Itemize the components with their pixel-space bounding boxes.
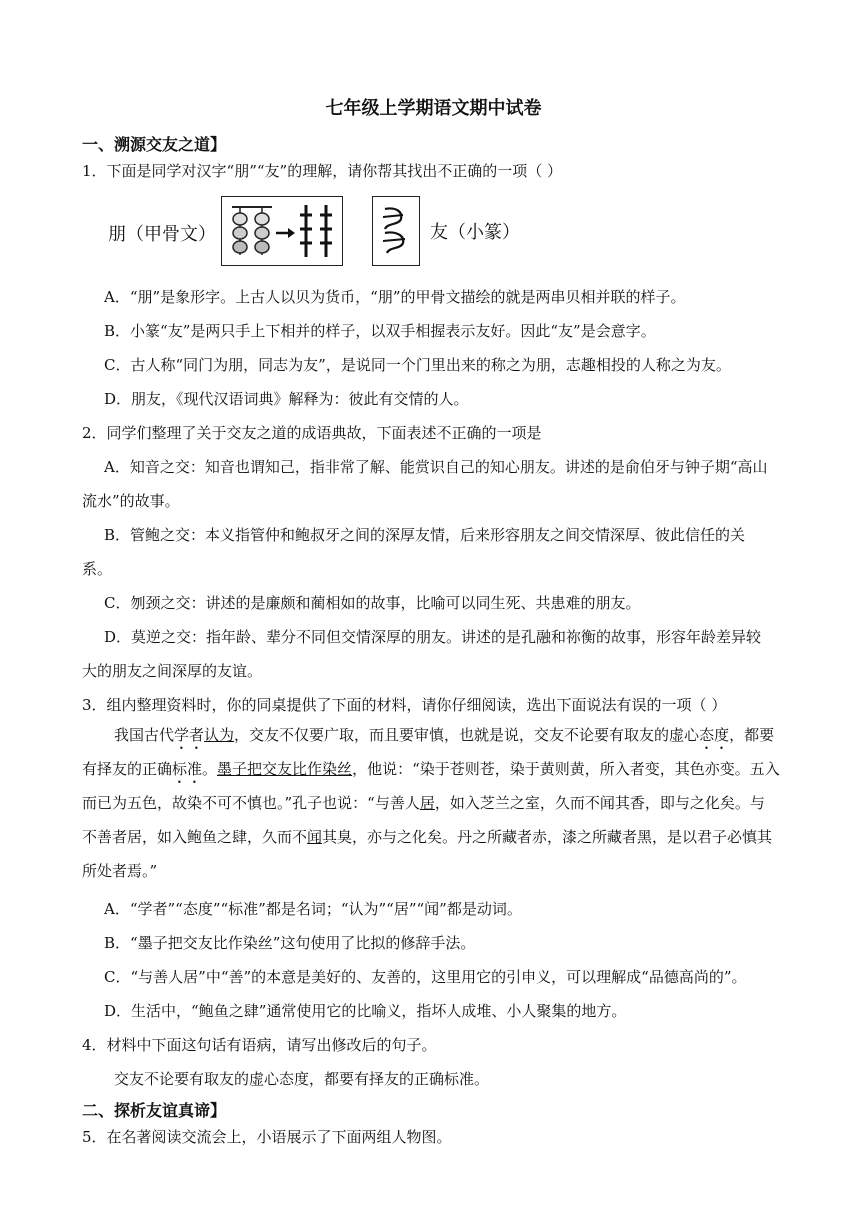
q3-passage-line2: 有择友的正确标准。墨子把交友比作染丝，他说：“染于苍则苍，染于黄则黄，所入者变，其色亦变。五入 [82, 760, 780, 778]
page-title: 七年级上学期语文期中试卷 [325, 98, 542, 119]
figure-label-you: 友（小篆） [430, 222, 520, 243]
figure-label-peng: 朋（甲骨文） [108, 224, 216, 245]
q2-option-c: C．刎颈之交：讲述的是廉颇和蔺相如的故事，比喻可以同生死、共患难的朋友。 [104, 594, 641, 612]
q3-option-d: D．生活中，“鲍鱼之肆”通常使用它的比喻义，指坏人成堆、小人聚集的地方。 [104, 1002, 627, 1020]
word-renwei: 认为 [204, 726, 235, 744]
question-3-stem: 3．组内整理资料时，你的同桌提供了下面的材料，请你仔细阅读，选出下面说法有误的一项（ ） [82, 696, 727, 714]
word-biaozhun: 标准 [172, 760, 203, 778]
q3-option-b: B．“墨子把交友比作染丝”这句使用了比拟的修辞手法。 [104, 934, 476, 952]
section-heading-1: 一、溯源交友之道】 [82, 135, 227, 154]
q1-option-a: A．“朋”是象形字。上古人以贝为货币，“朋”的甲骨文描绘的就是两串贝相并联的样子。 [104, 288, 686, 306]
q3-option-a: A．“学者”“态度”“标准”都是名词；“认为”“居”“闻”都是动词。 [104, 900, 522, 918]
q2-option-a-line2: 流水”的故事。 [82, 492, 180, 510]
question-1-stem: 1．下面是同学对汉字“朋”“友”的理解，请你帮其找出不正确的一项（ ） [82, 162, 562, 180]
q3-passage-line5: 所处者焉。” [82, 862, 158, 880]
word-wen: 闻 [307, 828, 323, 846]
word-taidu: 态度 [699, 726, 730, 744]
q1-option-c: C．古人称“同门为朋，同志为友”，是说同一个门里出来的称之为朋，志趣相投的人称之为友。 [104, 356, 731, 374]
question-4-stem: 4．材料中下面这句话有语病，请写出修改后的句子。 [82, 1036, 437, 1054]
q2-option-b-line2: 系。 [82, 560, 113, 578]
q2-option-a-line1: A．知音之交：知音也谓知己，指非常了解、能赏识自己的知心朋友。讲述的是俞伯牙与钟子期“高山 [104, 458, 768, 476]
seal-script-you-icon [373, 197, 419, 265]
q1-option-b: B．小篆“友”是两只手上下相并的样子，以双手相握表示友好。因此“友”是会意字。 [104, 322, 656, 340]
seal-script-you-image [372, 196, 420, 266]
q4-sentence: 交友不论要有取友的虚心态度，都要有择友的正确标准。 [114, 1070, 490, 1088]
oracle-bone-peng-image [221, 196, 343, 266]
word-xuezhe: 学者 [174, 726, 205, 744]
sentence-mozi: 墨子把交友比作染丝 [217, 760, 353, 778]
q2-option-d-line1: D．莫逆之交：指年龄、辈分不同但交情深厚的朋友。讲述的是孔融和祢衡的故事，形容年龄差异较 [104, 628, 762, 646]
question-5-stem: 5．在名著阅读交流会上，小语展示了下面两组人物图。 [82, 1128, 452, 1146]
q3-passage-line1: 我国古代学者认为，交友不仅要广取，而且要审慎，也就是说，交友不论要有取友的虚心态度，都要 [114, 726, 775, 744]
q3-option-c: C．“与善人居”中“善”的本意是美好的、友善的，这里用它的引申义，可以理解成“品德高尚的”。 [104, 968, 747, 986]
q1-option-d: D．朋友，《现代汉语词典》解释为：彼此有交情的人。 [104, 390, 469, 408]
word-ju: 居 [419, 794, 435, 812]
question-2-stem: 2．同学们整理了关于交友之道的成语典故，下面表述不正确的一项是 [82, 424, 542, 442]
q3-passage-line4: 不善者居，如入鲍鱼之肆，久而不闻其臭，亦与之化矣。丹之所藏者赤，漆之所藏者黑，是以君子必慎其 [82, 828, 773, 846]
q2-option-d-line2: 大的朋友之间深厚的友谊。 [82, 662, 263, 680]
oracle-bone-peng-icon [222, 197, 342, 265]
q2-option-b-line1: B．管鲍之交：本义指管仲和鲍叔牙之间的深厚友情，后来形容朋友之间交情深厚、彼此信任的关 [104, 526, 746, 544]
section-heading-2: 二、探析友谊真谛】 [82, 1101, 227, 1120]
q3-passage-line3: 而已为五色，故染不可不慎也。”孔子也说：“与善人居，如入芝兰之室，久而不闻其香，即与之化矣。与 [82, 794, 765, 812]
